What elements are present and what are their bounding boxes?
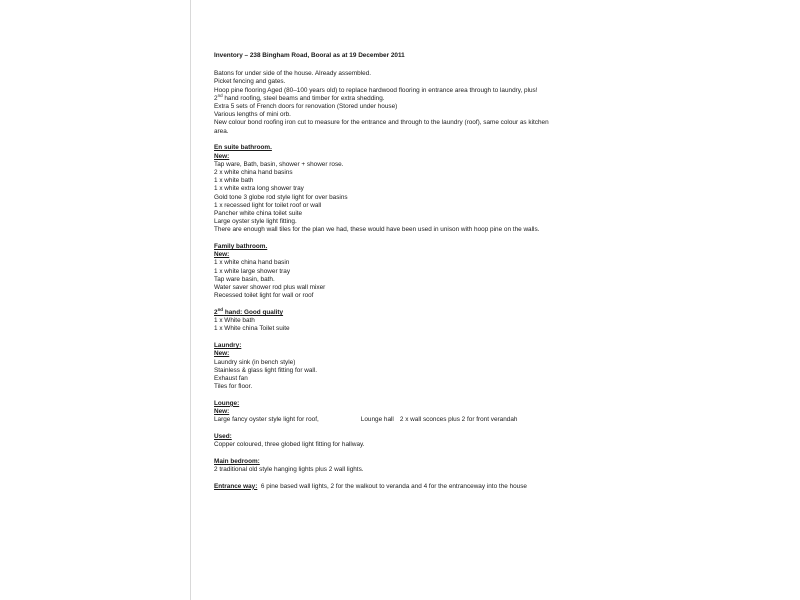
section-heading: Main bedroom: <box>214 457 260 465</box>
list-item: Recessed toilet light for wall or roof <box>214 292 314 300</box>
intro-item: Various lengths of mini orb. <box>214 111 291 119</box>
list-item: 1 x White china Toilet suite <box>214 325 290 333</box>
list-item: Water saver shower rod plus wall mixer <box>214 284 326 292</box>
intro-item: area. <box>214 127 229 135</box>
intro-item: New colour bond roofing iron cut to measure for the entrance and through to the laundry (roof), same colour as kitchen <box>214 119 549 127</box>
section-heading: Laundry: <box>214 342 242 350</box>
section-heading: Entrance way: <box>214 482 258 490</box>
document-content <box>214 52 594 491</box>
list-item <box>214 416 594 424</box>
document-title: Inventory – 238 Bingham Road, Booral as at 19 December 2011 <box>214 52 405 59</box>
lounge-hall-label: Lounge hall <box>360 416 394 424</box>
list-item: There are enough wall tiles for the plan we had, these would have been used in unison with hoop pine on the walls. <box>214 226 540 234</box>
list-item: 1 x white bath <box>214 177 254 185</box>
laundry-section <box>214 342 594 391</box>
list-item: Stainless & glass light fitting for wall. <box>214 366 318 374</box>
wall-sconces-text: 2 x wall sconces plus 2 for front verandah <box>399 416 518 424</box>
list-item: 2 traditional old style hanging lights plus 2 wall lights. <box>214 466 364 474</box>
intro-section <box>214 70 594 136</box>
section-heading: Family bathroom. <box>214 243 268 251</box>
list-item: Tap ware, Bath, basin, shower + shower rose. <box>214 160 344 168</box>
section-heading: Lounge: <box>214 399 240 407</box>
lounge-section <box>214 400 594 450</box>
list-item: Tiles for floor. <box>214 383 253 391</box>
ordinal-suffix: nd <box>217 306 224 312</box>
intro-item: Hoop pine flooring Aged (80–100 years old) to replace hardwood flooring in entrance area through to laundry, plus! <box>214 86 538 94</box>
intro-item: Batons for under side of the house. Already assembled. <box>214 70 372 78</box>
family-bathroom-section <box>214 243 594 334</box>
list-item: Gold tone 3 globe rod style light for over basins <box>214 193 348 201</box>
section-subheading: Used: <box>214 432 232 440</box>
section-heading: En suite bathroom. <box>214 144 272 152</box>
section-subheading: New: <box>214 408 230 416</box>
ordinal-number: 2 <box>214 308 218 316</box>
list-item: 1 x recessed light for toilet roof or wall <box>214 201 322 209</box>
main-bedroom-section <box>214 458 594 474</box>
intro-item-second-hand <box>214 92 594 103</box>
subheading-text: hand: Good quality <box>223 308 284 316</box>
lounge-light-text: Large fancy oyster style light for roof, <box>214 416 319 424</box>
list-item: 1 x white extra long shower tray <box>214 185 304 193</box>
section-subheading: New: <box>214 152 230 160</box>
section-subheading-second-hand <box>214 306 594 317</box>
list-item: Large oyster style light fitting. <box>214 218 297 226</box>
intro-item: Picket fencing and gates. <box>214 78 286 86</box>
list-item: Laundry sink (in bench style) <box>214 358 296 366</box>
list-item: 1 x white large shower tray <box>214 267 291 275</box>
list-item: Tap ware basin, bath. <box>214 275 275 283</box>
intro-item: Extra 5 sets of French doors for renovation (Stored under house) <box>214 103 398 111</box>
ordinal-number: 2 <box>214 94 218 102</box>
entrance-way-section <box>214 483 594 491</box>
list-item: Pancher white china toilet suite <box>214 209 303 217</box>
intro-item-text: hand roofing, steel beams and timber for extra shedding. <box>222 94 385 102</box>
list-item: Copper coloured, three globed light fitting for hallway. <box>214 441 365 449</box>
section-subheading: New: <box>214 251 230 259</box>
ordinal-suffix: nd <box>217 92 223 98</box>
ensuite-section <box>214 144 594 234</box>
list-item: Exhaust fan <box>214 374 248 382</box>
list-item: 1 x white china hand basin <box>214 259 290 267</box>
list-item: 1 x White bath <box>214 317 255 325</box>
section-subheading: New: <box>214 350 230 358</box>
entrance-text: 6 pine based wall lights, 2 for the walkout to veranda and 4 for the entranceway into the house <box>257 482 527 490</box>
list-item: 2 x white china hand basins <box>214 168 293 176</box>
